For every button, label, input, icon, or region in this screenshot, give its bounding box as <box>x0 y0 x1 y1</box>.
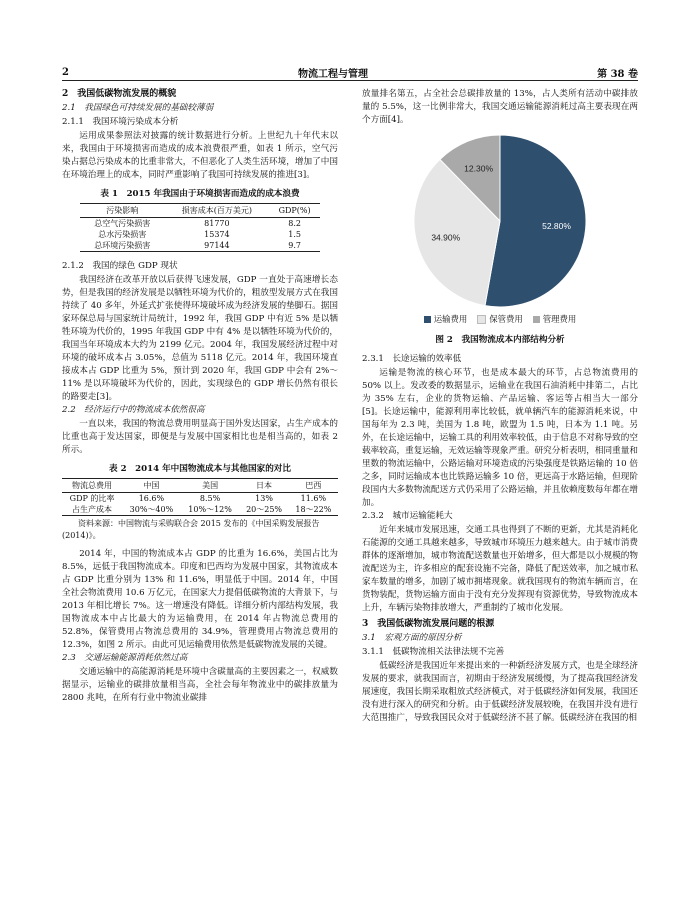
table-header: 中国 <box>122 479 181 493</box>
table-1 <box>80 203 320 252</box>
table-header: GDP(%) <box>269 204 320 218</box>
table-cell: 15374 <box>204 230 230 239</box>
legend-label: 管理费用 <box>542 314 577 324</box>
table-cell: 30%～40% <box>122 504 181 516</box>
section-2-3-title: 2.3 交通运输能源消耗依然过高 <box>62 653 188 663</box>
right-column <box>362 88 638 725</box>
table-cell: 11.6% <box>300 494 327 503</box>
table-cell: GDP 的比率 <box>69 494 115 503</box>
volume-label: 第 38 卷 <box>597 68 638 80</box>
table-header: 巴西 <box>289 479 338 493</box>
section-2-2-title: 2.2 经济运行中的物流成本依然很高 <box>62 405 205 415</box>
table-cell: 97144 <box>165 240 270 252</box>
legend-swatch <box>533 316 540 323</box>
table-row <box>80 218 320 230</box>
table-cell: 8.5% <box>199 494 221 503</box>
section-2-1-2-title: 2.1.2 我国的绿色 GDP 现状 <box>62 261 178 271</box>
paragraph: 运用成果参照法对披露的统计数据进行分析。上世纪九十年代末以来，我国由于环境损害而造成的成本浪费很严重，如表 1 所示，空气污染占据总污染成本的比重非常大，不但恶化了人类生活环境，增加了中国在环境治理上的成本，同时严重影响了我国可持续发展的推进[3]。 <box>62 131 338 180</box>
pie-slice-label-2: 12.30% <box>464 163 494 174</box>
table-cell: 总水污染损害 <box>98 230 147 239</box>
paragraph: 我国经济在改革开放以后获得飞速发展，GDP 一直处于高速增长态势，但是我国的经济发展是以牺牲环境为代价的，粗放型发展方式在我国持续了 40 多年，外延式扩张使得环境破坏成为经济发展的垫脚石。据国家环保总局与国家统计局统计，1992 年，我国 GDP 中有近 5% 是以牺牲环境为代价的，1995 年我国 GDP 中有 4% 是以牺牲环境为代价的，我国当年环境成本大约为 2199 亿元。2004 年，我国发展经济过程中对环境的破坏成本占 3.05%，总值为 5118 亿元。2014 年，我国环境直接成本占 GDP 比重为 5%，预计到 2020 年，我国 GDP 中会有 2%～11% 是以环境破坏为代价的，因此，实现绿色的 GDP 增长仍然有很长的路要走[3]。 <box>62 275 338 402</box>
table-header: 美国 <box>181 479 240 493</box>
table-cell: 18～22% <box>289 504 338 516</box>
legend-swatch <box>424 316 431 323</box>
legend-label: 保管费用 <box>489 314 523 324</box>
table-cell: 总空气污染损害 <box>94 219 151 228</box>
table-1-title: 表 1 2015 年我国由于环境损害而造成的成本浪费 <box>100 189 300 199</box>
paragraph: 一直以来，我国的物流总费用明显高于国外发达国家，占生产成本的比重也高于发达国家，即便是与发展中国家相比也是相当高的，如表 2 所示。 <box>62 419 338 455</box>
table-cell: 8.2 <box>288 219 301 228</box>
section-2-3-1-title: 2.3.1 长途运输的效率低 <box>362 354 462 364</box>
table-cell: 13% <box>255 494 273 503</box>
left-column <box>62 88 338 705</box>
page-number: 2 <box>62 66 69 78</box>
table-row <box>62 493 338 505</box>
paragraph: 近年来城市发展迅速，交通工具也得到了不断的更新，尤其是消耗化石能源的交通工具越来越多，导致城市环境压力越来越大。由于城市消费群体的逐渐增加，城市物流配送数量也开始增多，但大都是以小规模的物流配送为主，许多相应的配套设施不完备，降低了配送效率，加之城市私家车数量的增多，加剧了城市拥堵现象。就我国现有的物流车辆而言，在货物装配，货物运输方面由于没有充分发挥现有资源优势，导致物流成本上升，车辆污染物排放增大，严重制约了城市化发展。 <box>362 525 638 613</box>
table-cell: 16.6% <box>138 494 165 503</box>
section-2-1-1-title: 2.1.1 我国环境污染成本分析 <box>62 117 179 127</box>
table-cell: 10%～12% <box>181 504 240 516</box>
table-header: 日本 <box>239 479 288 493</box>
pie-slice-label-0: 52.80% <box>542 220 571 231</box>
section-2-1-title: 2.1 我国绿色可持续发展的基础较薄弱 <box>62 103 214 113</box>
table-cell: 9.7 <box>269 240 320 252</box>
paragraph: 2014 年，中国的物流成本占 GDP 的比重为 16.6%，美国占比为 8.5%，远低于我国物流成本。印度和巴西均为发展中国家，其物流成本占 GDP 比重分别为 13% 和 11.6%，明显低于中国。2014 年，中国全社会物流费用 10.6 万亿元，在国家大力提倡低碳物流的大背景下，与 2013 年相比增长 7%。这一增速没有降低。详细分析内部结构发展，我国物流成本中占比最大的为运输费用，在 2014 年占物流总费用的 52.8%，保管费用占物流总费用的 34.9%，管理费用占物流总费用的 12.3%，如图 2 所示。由此可见运输费用依然是低碳物流发展的关键。 <box>62 549 338 650</box>
table-row <box>80 240 320 252</box>
legend-label: 运输费用 <box>433 314 468 324</box>
journal-name: 物流工程与管理 <box>298 68 369 80</box>
page-header <box>62 64 638 80</box>
paragraph: 运输是物流的核心环节，也是成本最大的环节，占总物流费用的 50% 以上。发改委的数据显示，运输业在我国石油消耗中排第二，占比为 35% 左右，企业的货物运输、产品运输、客运等占相当大一部分[5]。长途运输中，能源利用率比较低，就单辆汽车的能源消耗来说，中国每年为 2.3 吨，美国为 1.8 吨，欧盟为 1.5 吨，日本为 1.1 吨。另外，在长途运输中，运输工具的利用效率较低，由于信息不对称导致的空载率较高，重复运输，无效运输等现象严重。研究分析表明，相同重量和里数的物流运输中，公路运输对环境造成的污染强度是铁路运输的 10 倍之多，同时运输成本也比铁路运输多 10 倍，更远高于水路运输，但现阶段国内大多数物流配送方式仍采用了公路运输，并且依赖度数每年都在增加。 <box>362 368 638 508</box>
chart-legend <box>362 313 638 326</box>
table-row <box>62 504 338 516</box>
table-cell: 81770 <box>204 219 230 228</box>
paragraph: 放量排名第五，占全社会总碳排放量的 13%，占人类所有活动中碳排放量的 5.5%，这一比例非常大，我国交通运输能源消耗过高主要表现在两个方面[4]。 <box>362 89 638 125</box>
section-3-title: 3 我国低碳物流发展问题的根源 <box>362 619 495 629</box>
paragraph: 交通运输中的高能源消耗是环境中含碳量高的主要因素之一，权威数据显示，运输业的碳排放量相当高，全社会每年物流业中的碳排放量为 2800 兆吨，在所有行业中物流业碳排 <box>62 667 338 703</box>
section-3-1-title: 3.1 宏观方面的原因分析 <box>362 633 462 643</box>
table-2 <box>62 478 338 516</box>
legend-item-0 <box>424 313 468 326</box>
table-header: 物流总费用 <box>62 479 122 493</box>
legend-item-2 <box>533 313 577 326</box>
table-cell: 占生产成本 <box>62 504 122 516</box>
table-header: 污染影响 <box>80 204 165 218</box>
pie-chart-svg <box>362 129 638 311</box>
section-2-3-2-title: 2.3.2 城市运输能耗大 <box>362 511 453 521</box>
table-2-source: 资料来源：中国物流与采购联合会 2015 发布的《中国采购发展报告(2014)》。 <box>62 519 320 540</box>
figure-2-caption: 图 2 我国物流成本内部结构分析 <box>435 335 565 345</box>
table-2-title: 表 2 2014 年中国物流成本与其他国家的对比 <box>109 464 291 474</box>
table-cell: 20～25% <box>239 504 288 516</box>
pie-chart <box>362 129 638 311</box>
paragraph: 低碳经济是我国近年来提出来的一种新经济发展方式，也是全球经济发展的要求，就我国而言，初期由于经济发展缓慢，为了提高我国经济发展速度，我国长期采取粗放式经济模式，对于低碳经济如何发展，我国还没有进行深入的研究和分析。由于低碳经济发展较晚，在我国并没有进行大范围推广，导致我国民众对于低碳经济不甚了解。低碳经济在我国的相 <box>362 661 638 723</box>
pie-slice-label-1: 34.90% <box>431 232 461 243</box>
table-cell: 总环境污染损害 <box>80 240 165 252</box>
legend-swatch <box>477 315 486 324</box>
table-header: 损害成本(百万美元) <box>165 204 270 218</box>
header-rule <box>62 80 638 81</box>
table-row <box>80 229 320 240</box>
legend-item-1 <box>477 313 523 326</box>
table-cell: 1.5 <box>288 230 301 239</box>
section-2-title: 2 我国低碳物流发展的概貌 <box>62 89 177 99</box>
section-3-1-1-title: 3.1.1 低碳物流相关法律法规不完善 <box>362 647 505 657</box>
